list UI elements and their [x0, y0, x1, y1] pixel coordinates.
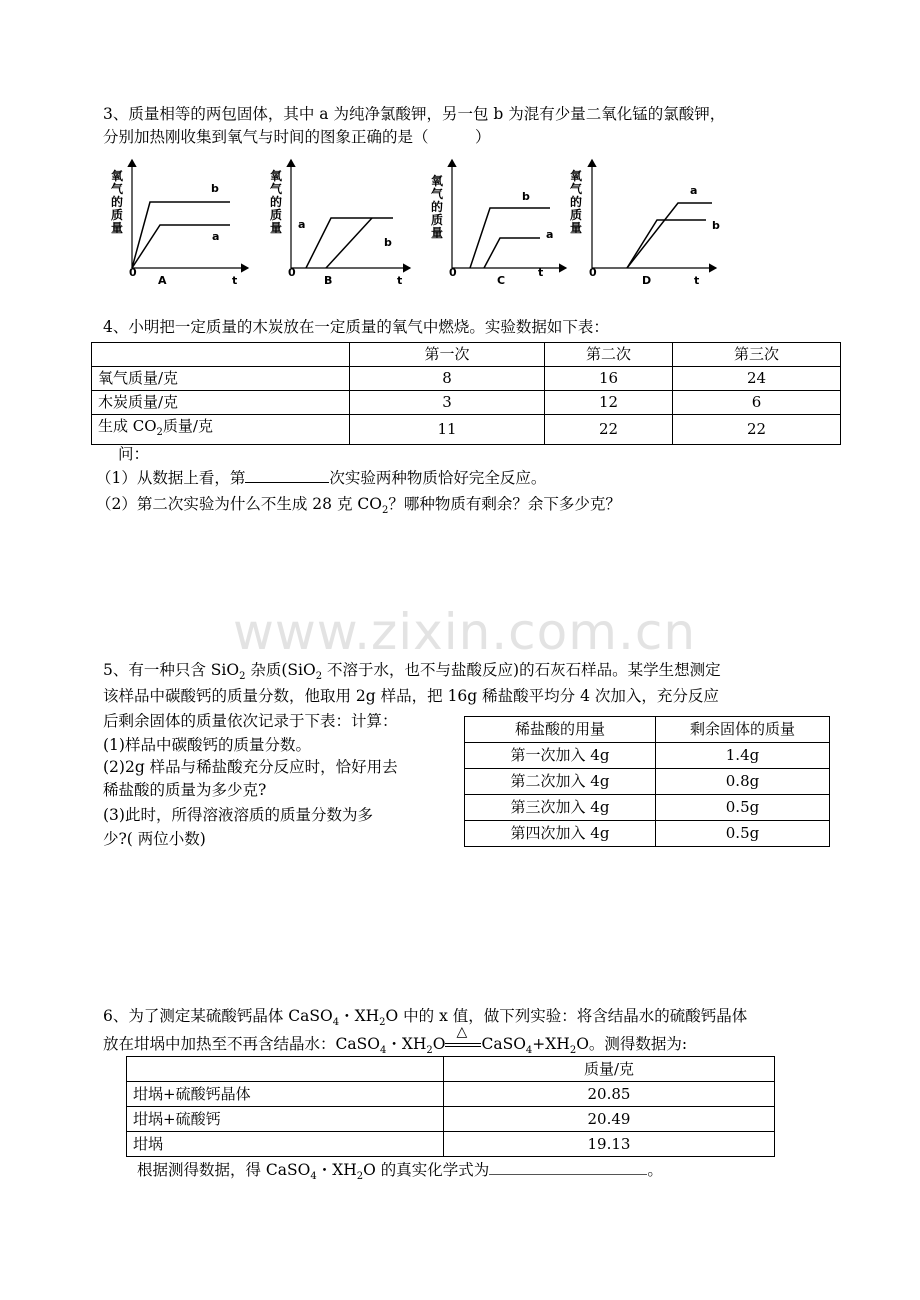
q5-line1-post: 不溶于水，也不与盐酸反应)的石灰石样品。某学生想测定 — [322, 661, 721, 679]
q6-line2-mid4: +XH — [532, 1035, 570, 1053]
q6-header-0 — [127, 1057, 444, 1082]
answer-blank[interactable] — [489, 1160, 647, 1175]
q4-row-label — [92, 415, 350, 445]
graph-D-curve-b — [627, 220, 706, 268]
q4-ask: 问： — [118, 445, 150, 463]
q4-table — [91, 342, 841, 445]
q5-cell: 第三次加入 4g — [465, 795, 656, 821]
graph-A-ylabel-4: 量 — [111, 221, 124, 235]
q6-header-1: 质量/克 — [444, 1057, 775, 1082]
q4-row-label-pre: 生成 CO — [98, 417, 157, 435]
q5-header-1: 剩余固体的质量 — [656, 717, 830, 743]
q6-final-mid: ・XH — [316, 1161, 357, 1179]
q5-cell: 第二次加入 4g — [465, 769, 656, 795]
q4-cell: 22 — [545, 415, 673, 445]
graph-B-origin: 0 — [288, 266, 296, 279]
q4-cell: 6 — [673, 391, 841, 415]
q4-header-3: 第三次 — [673, 343, 841, 367]
graph-A-ylabel-0: 氧 — [111, 169, 124, 183]
q6-line2-mid1: ・XH — [386, 1035, 427, 1053]
q4-row-label: 氧气质量/克 — [92, 367, 350, 391]
q5-cell: 第一次加入 4g — [465, 743, 656, 769]
q5-cell: 0.5g — [656, 795, 830, 821]
graph-A-ylabel-1: 气 — [111, 182, 124, 196]
q6-line1-mid: ・XH — [339, 1007, 380, 1025]
reaction-arrow — [445, 1024, 481, 1051]
graph-B-ylabel-0: 氧 — [270, 169, 283, 183]
graph-B-xlabel: t — [397, 274, 403, 287]
q4-row-label-post: 质量/克 — [162, 417, 213, 435]
graph-D-ylabel-4: 量 — [570, 221, 583, 235]
table-row — [92, 343, 841, 367]
graph-A-ylabel-3: 质 — [111, 208, 124, 222]
q4-sub2-post: ？哪种物质有剩余？余下多少克？ — [388, 495, 621, 513]
q6-line1-sub1: 4 — [332, 1017, 340, 1029]
q3-line1: 3、质量相等的两包固体，其中 a 为纯净氯酸钾，另一包 b 为混有少量二氧化锰的氯酸钾， — [103, 105, 726, 123]
q5-sub2b: 稀盐酸的质量为多少克? — [103, 781, 267, 799]
q6-final-sub2: 2 — [356, 1171, 364, 1183]
graph-C-id: C — [497, 274, 506, 287]
graph-C-ylabel-2: 的 — [431, 200, 444, 214]
q5-sub3b: 少?( 两位小数) — [103, 830, 206, 848]
q6-cell: 坩埚 — [127, 1132, 444, 1157]
equals-bar-2 — [445, 1046, 481, 1047]
table-row — [465, 821, 830, 847]
graph-C-label-b: b — [522, 190, 530, 203]
q4-cell: 22 — [673, 415, 841, 445]
graph-B-label-a: a — [298, 218, 306, 231]
q5-cell: 0.8g — [656, 769, 830, 795]
q5-line1-mid: 杂质(SiO — [245, 661, 316, 679]
q5-sub3a: (3)此时，所得溶液溶质的质量分数为多 — [103, 806, 373, 824]
q5-cell: 0.5g — [656, 821, 830, 847]
q5-cell: 第四次加入 4g — [465, 821, 656, 847]
q4-cell: 16 — [545, 367, 673, 391]
graph-C-ylabel-0: 氧 — [431, 174, 444, 188]
q6-cell: 坩埚+硫酸钙 — [127, 1107, 444, 1132]
equals-bar-1 — [445, 1043, 481, 1044]
table-row — [92, 367, 841, 391]
graph-D-ylabel-1: 气 — [570, 182, 583, 196]
graph-B-ylabel-1: 气 — [270, 182, 283, 196]
q6-final — [137, 1160, 663, 1187]
graph-D-id: D — [642, 274, 652, 287]
q4-header-blank — [92, 343, 350, 367]
q5-cell: 1.4g — [656, 743, 830, 769]
q3-line2: 分别加热刚收集到氧气与时间的图象正确的是（ ） — [103, 128, 491, 146]
q6-table — [126, 1056, 775, 1157]
q4-row-label-sub: 2 — [156, 427, 163, 438]
q5-line1-sub1: 2 — [239, 671, 246, 683]
q4-intro: 4、小明把一定质量的木炭放在一定质量的氧气中燃烧。实验数据如下表： — [103, 318, 609, 336]
q6-final-post2: 。 — [647, 1161, 663, 1179]
q4-sub1 — [96, 468, 546, 488]
graph-C-label-a: a — [546, 228, 554, 241]
graph-A-label-b: b — [211, 182, 219, 195]
q6-cell: 19.13 — [444, 1132, 775, 1157]
q6-cell: 坩埚+硫酸钙晶体 — [127, 1082, 444, 1107]
q6-final-post1: O 的真实化学式为 — [363, 1161, 490, 1179]
q6-line2-sub1: 4 — [379, 1045, 387, 1057]
graph-D-xlabel: t — [694, 274, 700, 287]
graph-C-origin: 0 — [449, 266, 457, 279]
graph-D-label-a: a — [690, 184, 698, 197]
table-row — [92, 415, 841, 445]
q5-line2: 该样品中碳酸钙的质量分数，他取用 2g 样品，把 16g 稀盐酸平均分 4 次加入，充分反应 — [103, 687, 719, 705]
table-row — [127, 1107, 775, 1132]
q3-graphs — [0, 150, 920, 290]
graph-C — [431, 160, 566, 287]
graph-D-ylabel-2: 的 — [570, 195, 583, 209]
q5-line1 — [103, 660, 721, 687]
q6-line2-pre: 放在坩埚中加热至不再含结晶水：CaSO — [103, 1035, 380, 1053]
q6-line1 — [103, 1006, 747, 1033]
table-row — [127, 1132, 775, 1157]
graph-B-curve-b — [326, 218, 372, 268]
graph-A-xlabel: t — [232, 274, 238, 287]
q4-cell: 8 — [350, 367, 545, 391]
graph-D — [570, 160, 720, 287]
table-row — [465, 769, 830, 795]
q4-header-2: 第二次 — [545, 343, 673, 367]
graph-A — [111, 160, 248, 287]
graph-D-label-b: b — [712, 219, 720, 232]
graph-A-origin: 0 — [129, 266, 137, 279]
table-row — [127, 1082, 775, 1107]
q4-sub1-post: 次实验两种物质恰好完全反应。 — [329, 469, 547, 487]
q5-table — [464, 716, 830, 847]
q4-cell: 12 — [545, 391, 673, 415]
q4-sub2 — [96, 494, 621, 521]
graph-A-id: A — [158, 274, 167, 287]
q5-header-0: 稀盐酸的用量 — [465, 717, 656, 743]
q4-header-1: 第一次 — [350, 343, 545, 367]
q6-line1-post: O 中的 x 值，做下列实验：将含结晶水的硫酸钙晶体 — [385, 1007, 748, 1025]
graph-C-xlabel: t — [538, 266, 544, 279]
q6-line2-sub4: 2 — [569, 1045, 577, 1057]
graph-D-curve-a — [627, 203, 712, 268]
q6-final-pre: 根据测得数据，得 CaSO — [137, 1161, 311, 1179]
graph-A-label-a: a — [212, 230, 220, 243]
q4-sub1-pre: （1）从数据上看，第 — [96, 469, 246, 487]
q5-line1-pre: 5、有一种只含 SiO — [103, 661, 240, 679]
q5-sub2a: (2)2g 样品与稀盐酸充分反应时，恰好用去 — [103, 758, 398, 776]
graph-D-ylabel-3: 质 — [570, 208, 583, 222]
q6-line2-sub2: 2 — [426, 1045, 433, 1057]
graph-B-id: B — [324, 274, 333, 287]
table-row — [92, 391, 841, 415]
table-row — [127, 1057, 775, 1082]
graph-B-label-b: b — [384, 236, 392, 249]
q6-cell: 20.49 — [444, 1107, 775, 1132]
q6-line2-post: O。测得数据为: — [576, 1035, 688, 1053]
q4-sub2-pre: （2）第二次实验为什么不生成 28 克 CO — [96, 495, 382, 513]
heat-delta-icon: △ — [456, 1024, 468, 1040]
q5-line1-sub2: 2 — [315, 671, 323, 683]
answer-blank[interactable] — [245, 468, 329, 483]
graph-B-ylabel-4: 量 — [270, 221, 283, 235]
graph-C-curve-a — [484, 238, 540, 268]
table-row — [465, 717, 830, 743]
q4-row-label: 木炭质量/克 — [92, 391, 350, 415]
q6-line2-sub3: 4 — [525, 1045, 533, 1057]
graph-D-ylabel-0: 氧 — [570, 169, 583, 183]
graph-B-ylabel-3: 质 — [270, 208, 283, 222]
graph-C-ylabel-3: 质 — [431, 213, 444, 227]
q6-line2-mid3: CaSO — [481, 1035, 526, 1053]
q6-line1-pre: 6、为了测定某硫酸钙晶体 CaSO — [103, 1007, 333, 1025]
graph-B-ylabel-2: 的 — [270, 195, 283, 209]
q6-final-sub1: 4 — [310, 1171, 317, 1183]
graph-A-ylabel-2: 的 — [111, 195, 124, 209]
q6-line1-sub2: 2 — [379, 1017, 386, 1029]
q6-cell: 20.85 — [444, 1082, 775, 1107]
table-row — [465, 743, 830, 769]
graph-D-origin: 0 — [589, 266, 597, 279]
graph-C-ylabel-1: 气 — [431, 187, 444, 201]
graph-C-ylabel-4: 量 — [431, 226, 444, 240]
q4-cell: 3 — [350, 391, 545, 415]
q4-sub2-sub: 2 — [381, 505, 389, 517]
q4-cell: 24 — [673, 367, 841, 391]
q4-cell: 11 — [350, 415, 545, 445]
q5-sub1: (1)样品中碳酸钙的质量分数。 — [103, 736, 311, 754]
watermark: www.zixin.com.cn — [233, 603, 697, 661]
q6-line2-mid2: O — [432, 1035, 446, 1053]
q5-line3: 后剩余固体的质量依次记录于下表：计算： — [103, 712, 398, 730]
graph-B — [270, 160, 410, 287]
table-row — [465, 795, 830, 821]
